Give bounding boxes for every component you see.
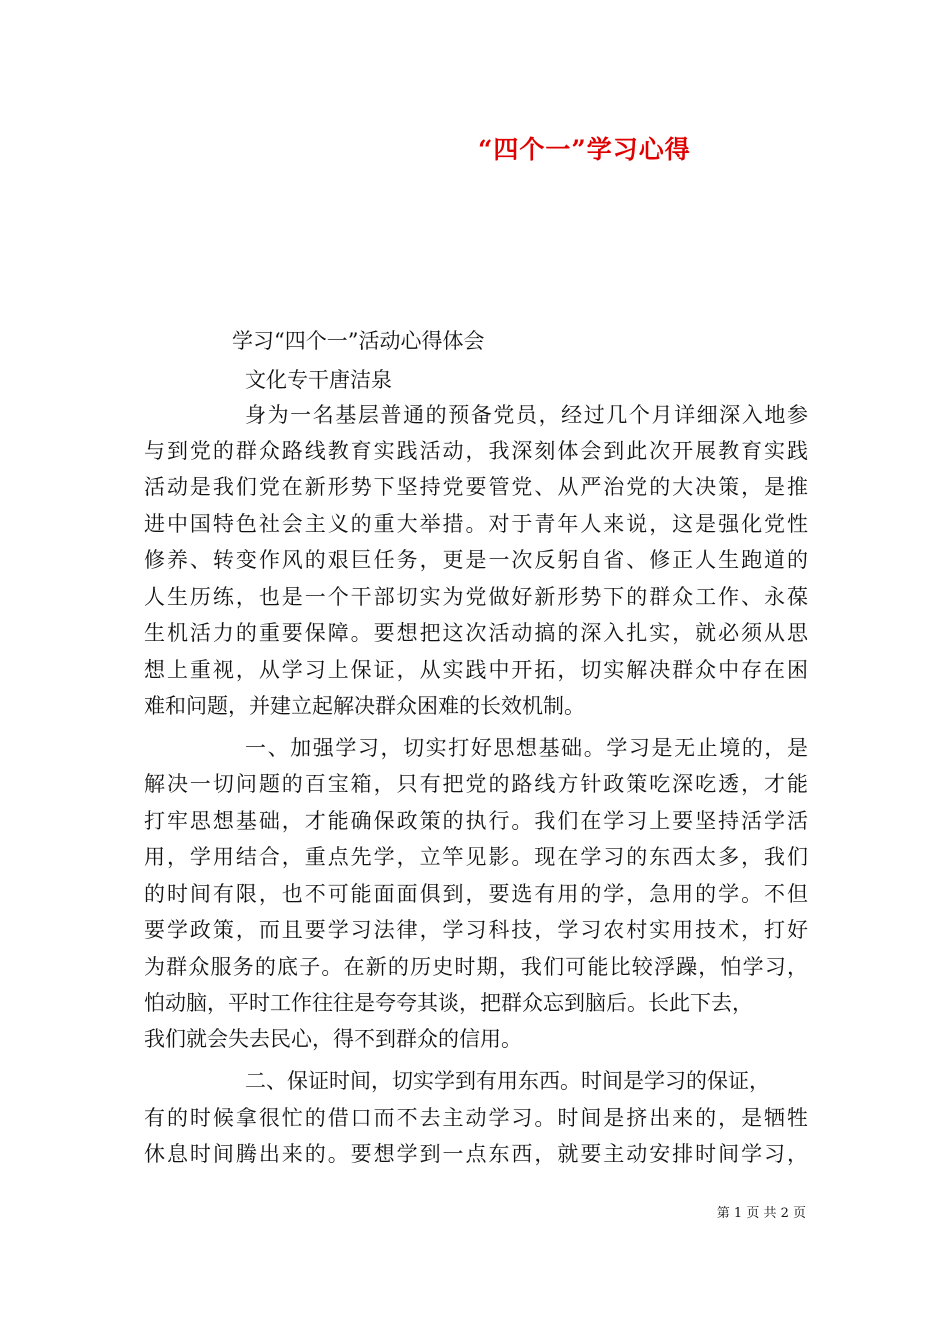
document-title: “四个一”学习心得 [478,135,691,164]
body-line: 打牢思想基础，才能确保政策的执行。我们在学习上要坚持活学活 [144,809,808,833]
body-line: 我们就会失去民心，得不到群众的信用。 [144,1027,522,1051]
body-line: 人生历练，也是一个干部切实为党做好新形势下的群众工作、永葆 [144,585,808,609]
page-number-footer: 第 1 页 共 2 页 [716,1206,806,1221]
body-line: 生机活力的重要保障。要想把这次活动搞的深入扎实，就必须从思 [144,621,808,645]
body-line: 难和问题，并建立起解决群众困难的长效机制。 [144,694,585,718]
body-line: 为群众服务的底子。在新的历史时期，我们可能比较浮躁，怕学习， [144,955,808,979]
body-line: 与到党的群众路线教育实践活动，我深刻体会到此次开展教育实践 [144,439,808,463]
document-author: 文化专干唐洁泉 [245,368,392,392]
body-line: 修养、转变作风的艰巨任务，更是一次反躬自省、修正人生跑道的 [144,548,808,572]
body-line: 的时间有限，也不可能面面俱到，要选有用的学，急用的学。不但 [144,882,808,906]
document-subtitle: 学习“四个一”活动心得体会 [232,329,485,353]
body-line: 有的时候拿很忙的借口而不去主动学习。时间是挤出来的，是牺牲 [144,1106,808,1130]
body-line: 用，学用结合，重点先学，立竿见影。现在学习的东西太多，我们 [144,845,808,869]
body-line: 二、保证时间，切实学到有用东西。时间是学习的保证， [245,1069,770,1093]
body-line: 怕动脑，平时工作往往是夸夸其谈，把群众忘到脑后。长此下去， [144,991,753,1015]
body-line: 解决一切问题的百宝箱，只有把党的路线方针政策吃深吃透，才能 [144,772,808,796]
body-line: 进中国特色社会主义的重大举措。对于青年人来说，这是强化党性 [144,512,808,536]
body-line: 想上重视，从学习上保证，从实践中开拓，切实解决群众中存在困 [144,658,808,682]
body-line: 要学政策，而且要学习法律，学习科技，学习农村实用技术，打好 [144,918,808,942]
body-line: 身为一名基层普通的预备党员，经过几个月详细深入地参 [245,403,808,427]
body-line: 一、加强学习，切实打好思想基础。学习是无止境的，是 [245,736,808,760]
body-line: 活动是我们党在新形势下坚持党要管党、从严治党的大决策，是推 [144,475,808,499]
body-line: 休息时间腾出来的。要想学到一点东西，就要主动安排时间学习， [144,1142,808,1166]
